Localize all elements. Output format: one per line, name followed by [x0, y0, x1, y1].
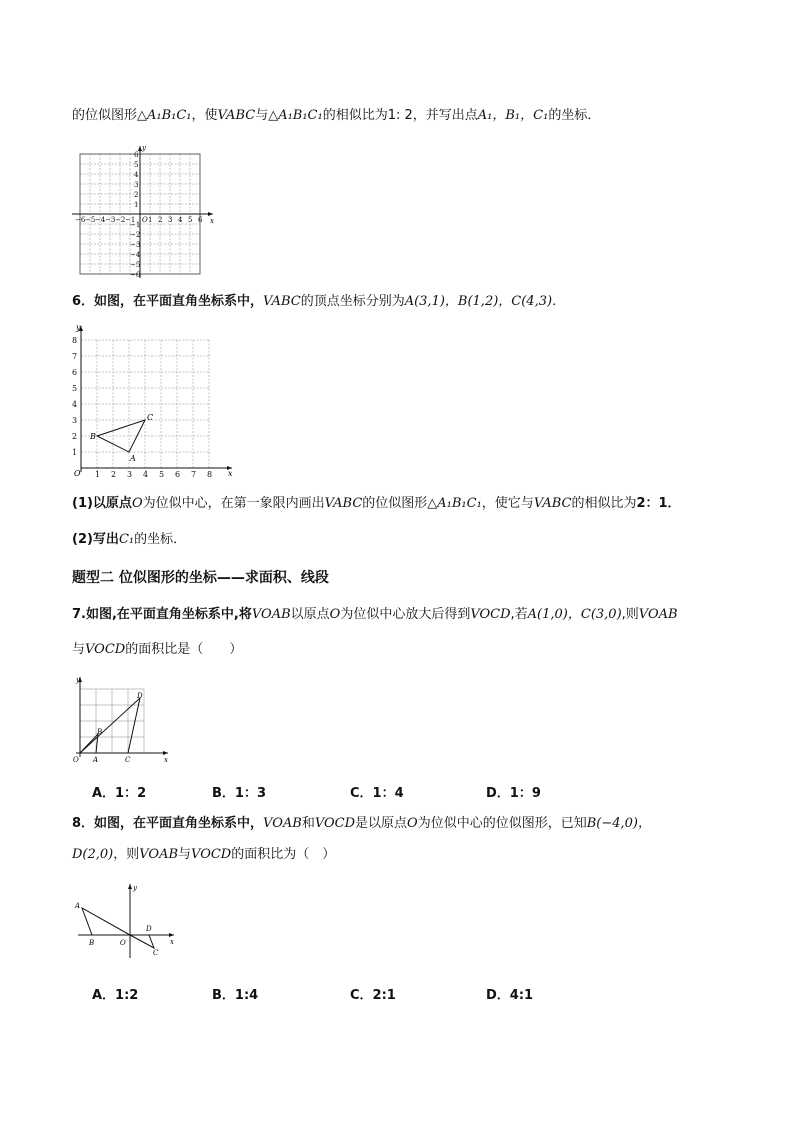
- text: 和: [301, 816, 315, 831]
- figure-q7: [70, 673, 170, 765]
- q6-stem: [72, 293, 565, 311]
- text: (2)写出: [72, 532, 119, 547]
- y-tick-label: 8: [72, 336, 78, 345]
- text: 的相似比为1: 2，并写出点: [322, 108, 478, 123]
- y-tick-label: 1: [72, 448, 78, 457]
- origin-label: O: [142, 216, 148, 224]
- math: VABC: [263, 294, 301, 309]
- x-tick-label: −3: [105, 216, 116, 224]
- text: 为位似中心，在第一象限内画出: [142, 496, 325, 511]
- math: O: [131, 496, 143, 511]
- math: VOCD: [470, 607, 511, 622]
- math: VOCD: [191, 847, 232, 862]
- q8-option-d[interactable]: D．4:1: [486, 988, 534, 1003]
- y-axis-label: y: [76, 323, 81, 332]
- grid-figure-1: [68, 142, 218, 280]
- y-tick-label: 3: [72, 416, 78, 425]
- text: 的位似图形△: [362, 496, 438, 511]
- x-tick-label: 3: [168, 216, 173, 224]
- math: VOAB: [638, 607, 678, 622]
- math: B(−4,0)，: [586, 816, 651, 831]
- question-number: 8．如图，在平面直角坐标系中，: [72, 816, 264, 831]
- math: A₁B₁C₁: [147, 108, 192, 123]
- point-B-label: B: [97, 728, 103, 736]
- text: 为位似中心放大后得到: [340, 607, 471, 622]
- y-tick-label: 6: [72, 368, 78, 377]
- x-tick-label: 1: [95, 470, 101, 479]
- text: 的坐标．: [548, 108, 601, 123]
- q7-option-c[interactable]: C．1：4: [350, 786, 404, 801]
- y-tick-label: −2: [130, 231, 141, 239]
- q8-line2: [72, 846, 335, 864]
- text: ,若: [510, 607, 528, 622]
- text: 的坐标．: [134, 532, 187, 547]
- x-axis-label: x: [210, 217, 214, 225]
- question-number: 7.如图,在平面直角坐标系中,将: [72, 607, 252, 622]
- math: VOCD: [314, 816, 356, 831]
- y-tick-label: −4: [130, 251, 141, 259]
- text: 与△: [255, 108, 279, 123]
- q7-option-b[interactable]: B．1：3: [212, 786, 266, 801]
- text: 与: [178, 847, 192, 862]
- x-tick-label: 5: [188, 216, 193, 224]
- x-axis-label: x: [170, 938, 174, 946]
- grid-figure-2: [68, 322, 238, 480]
- x-tick-label: 7: [191, 470, 197, 479]
- text: 2：1．: [636, 496, 681, 511]
- math: A(1,0)，C(3,0): [527, 607, 622, 622]
- point-A-label: A: [93, 756, 99, 764]
- section-title: 题型二 位似图形的坐标——求面积、线段: [72, 570, 329, 586]
- math: D(2,0): [72, 847, 114, 862]
- text: 与: [72, 642, 86, 657]
- point-B-label: B: [89, 939, 95, 947]
- question-number: 6．如图，在平面直角坐标系中，: [72, 294, 264, 309]
- point-A-label: A: [130, 454, 136, 463]
- text: 的面积比为（ ）: [231, 847, 336, 862]
- x-tick-label: 5: [159, 470, 165, 479]
- q7-line1: [72, 606, 678, 624]
- math: VOCD: [85, 642, 126, 657]
- point-C-label: C: [125, 756, 131, 764]
- math: VABC: [533, 496, 572, 511]
- x-axis-label: x: [164, 756, 168, 764]
- text: (1)以原点: [72, 496, 132, 511]
- math: O: [407, 816, 418, 831]
- text: ，使: [191, 108, 218, 123]
- point-B-label: B: [90, 432, 96, 441]
- figure-q8: [70, 880, 180, 960]
- text: ，使它与: [481, 496, 534, 511]
- text: 的相似比为: [571, 496, 637, 511]
- y-tick-label: −6: [130, 271, 141, 279]
- q6-sub1: [72, 495, 681, 513]
- y-tick-label: 5: [134, 161, 139, 169]
- math: VABC: [217, 108, 256, 123]
- point-D-label: D: [146, 925, 152, 933]
- x-tick-label: −6: [75, 216, 86, 224]
- text: 是以原点: [355, 816, 408, 831]
- y-tick-label: −5: [130, 261, 141, 269]
- y-axis-label: y: [76, 676, 80, 684]
- y-tick-label: −1: [130, 221, 141, 229]
- math: A₁B₁C₁: [437, 496, 482, 511]
- y-tick-label: 2: [134, 191, 139, 199]
- y-tick-label: 6: [134, 151, 139, 159]
- y-axis-label: y: [133, 884, 137, 892]
- x-tick-label: 8: [207, 470, 213, 479]
- text: 为位似中心的位似图形，已知: [417, 816, 587, 831]
- x-tick-label: 4: [143, 470, 149, 479]
- x-tick-label: −4: [95, 216, 106, 224]
- point-A-label: A: [75, 902, 81, 910]
- y-tick-label: 4: [134, 171, 139, 179]
- y-axis-label: y: [142, 144, 146, 152]
- x-tick-label: 4: [178, 216, 183, 224]
- q5-text: [72, 107, 600, 125]
- text: ,则: [621, 607, 639, 622]
- x-tick-label: −5: [85, 216, 96, 224]
- x-tick-label: 1: [148, 216, 153, 224]
- text: 的顶点坐标分别为: [300, 294, 405, 309]
- point-C-label: C: [153, 949, 159, 957]
- y-tick-label: 5: [72, 384, 78, 393]
- math: VOAB: [263, 816, 302, 831]
- y-tick-label: 7: [72, 352, 78, 361]
- text: ，则: [113, 847, 140, 862]
- q8-line1: [72, 815, 651, 833]
- x-tick-label: −1: [125, 216, 136, 224]
- point-D-label: D: [137, 692, 143, 700]
- math: VOAB: [251, 607, 291, 622]
- math: O: [329, 607, 341, 622]
- point-C-label: C: [147, 413, 154, 422]
- x-tick-label: −2: [115, 216, 126, 224]
- math: VABC: [324, 496, 363, 511]
- q8-option-a[interactable]: A．1:2: [92, 988, 139, 1003]
- q7-option-d[interactable]: D．1：9: [486, 786, 541, 801]
- x-tick-label: 2: [111, 470, 117, 479]
- x-tick-label: 2: [158, 216, 163, 224]
- y-tick-label: 3: [134, 181, 139, 189]
- math: A(3,1)，B(1,2)，C(4,3)．: [404, 294, 566, 309]
- origin-label: O: [73, 756, 79, 764]
- q6-sub2: [72, 531, 186, 549]
- origin-label: O: [74, 469, 81, 478]
- math: C₁: [118, 532, 135, 547]
- q7-line2: [72, 641, 242, 659]
- x-tick-label: 6: [175, 470, 181, 479]
- text: 以原点: [290, 607, 330, 622]
- y-tick-label: 2: [72, 432, 78, 441]
- origin-label: O: [120, 939, 126, 947]
- text: 的面积比是（ ）: [125, 642, 243, 657]
- math: VOAB: [139, 847, 179, 862]
- x-axis-label: x: [228, 469, 233, 478]
- math: A₁，B₁，C₁: [477, 108, 549, 123]
- y-tick-label: −3: [130, 241, 141, 249]
- x-tick-label: 6: [198, 216, 203, 224]
- math: A₁B₁C₁: [278, 108, 323, 123]
- text: 的位似图形△: [72, 108, 147, 123]
- q7-option-a[interactable]: A．1：2: [92, 786, 147, 801]
- q8-option-b[interactable]: B．1:4: [212, 988, 259, 1003]
- y-tick-label: 4: [72, 400, 78, 409]
- y-tick-label: 1: [134, 201, 139, 209]
- q8-option-c[interactable]: C．2:1: [350, 988, 396, 1003]
- x-tick-label: 3: [127, 470, 133, 479]
